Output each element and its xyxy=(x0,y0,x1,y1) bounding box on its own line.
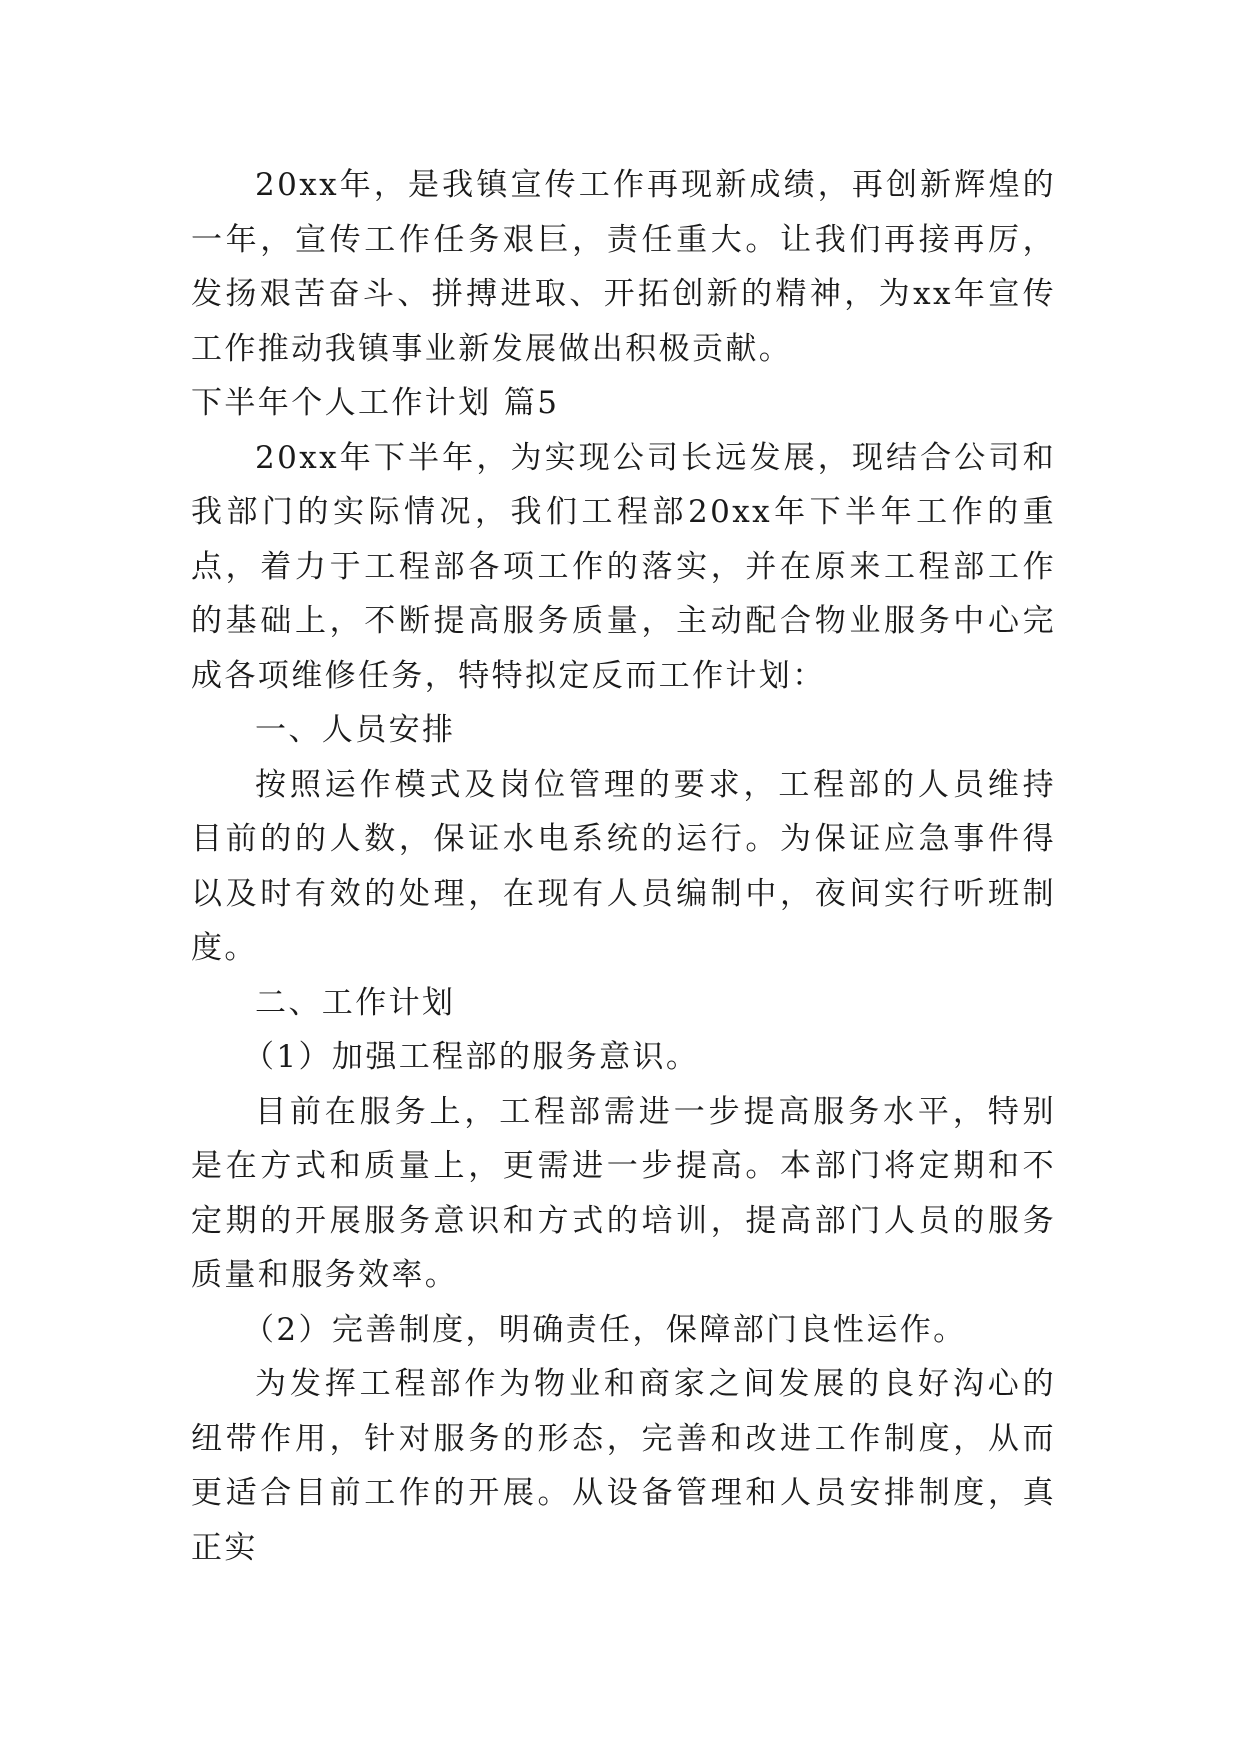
subheading-staffing: 一、人员安排 xyxy=(255,712,456,748)
paragraph-system-improvement: 为发挥工程部作为物业和商家之间发展的良好沟心的纽带作用，针对服务的形态，完善和改进工作制度，从而更适合目前工作的开展。从设备管理和人员安排制度，真正实 xyxy=(191,1366,1056,1566)
subheading-work-plan: 二、工作计划 xyxy=(255,984,456,1021)
paragraph-staffing: 按照运作模式及岗位管理的要求，工程部的人员维持目前的的人数，保证水电系统的运行。为保证应急事件得以及时有效的处理，在现有人员编制中，夜间实行听班制度。 xyxy=(191,766,1056,966)
paragraph-intro: 20xx年下半年，为实现公司长远发展，现结合公司和我部门的实际情况，我们工程部20xx年下半年工作的重点，着力于工程部各项工作的落实，并在原来工程部工作的基础上，不断提高服务质量，主动配合物业服务中心完成各项维修任务，特特拟定反而工作计划： xyxy=(191,439,1056,694)
document-body xyxy=(191,158,1056,1575)
paragraph-service-awareness: 目前在服务上，工程部需进一步提高服务水平，特别是在方式和质量上，更需进一步提高。本部门将定期和不定期的开展服务意识和方式的培训，提高部门人员的服务质量和服务效率。 xyxy=(191,1093,1056,1293)
item-heading-service-awareness: （1）加强工程部的服务意识。 xyxy=(243,1039,700,1075)
item-heading-system-improvement: （2）完善制度，明确责任，保障部门良性运作。 xyxy=(243,1311,967,1348)
section-heading: 下半年个人工作计划 篇5 xyxy=(191,385,560,421)
paragraph-summary: 20xx年，是我镇宣传工作再现新成绩，再创新辉煌的一年，宣传工作任务艰巨，责任重大。让我们再接再厉，发扬艰苦奋斗、拼搏进取、开拓创新的精神，为xx年宣传工作推动我镇事业新发展做出积极贡献。 xyxy=(191,167,1056,367)
